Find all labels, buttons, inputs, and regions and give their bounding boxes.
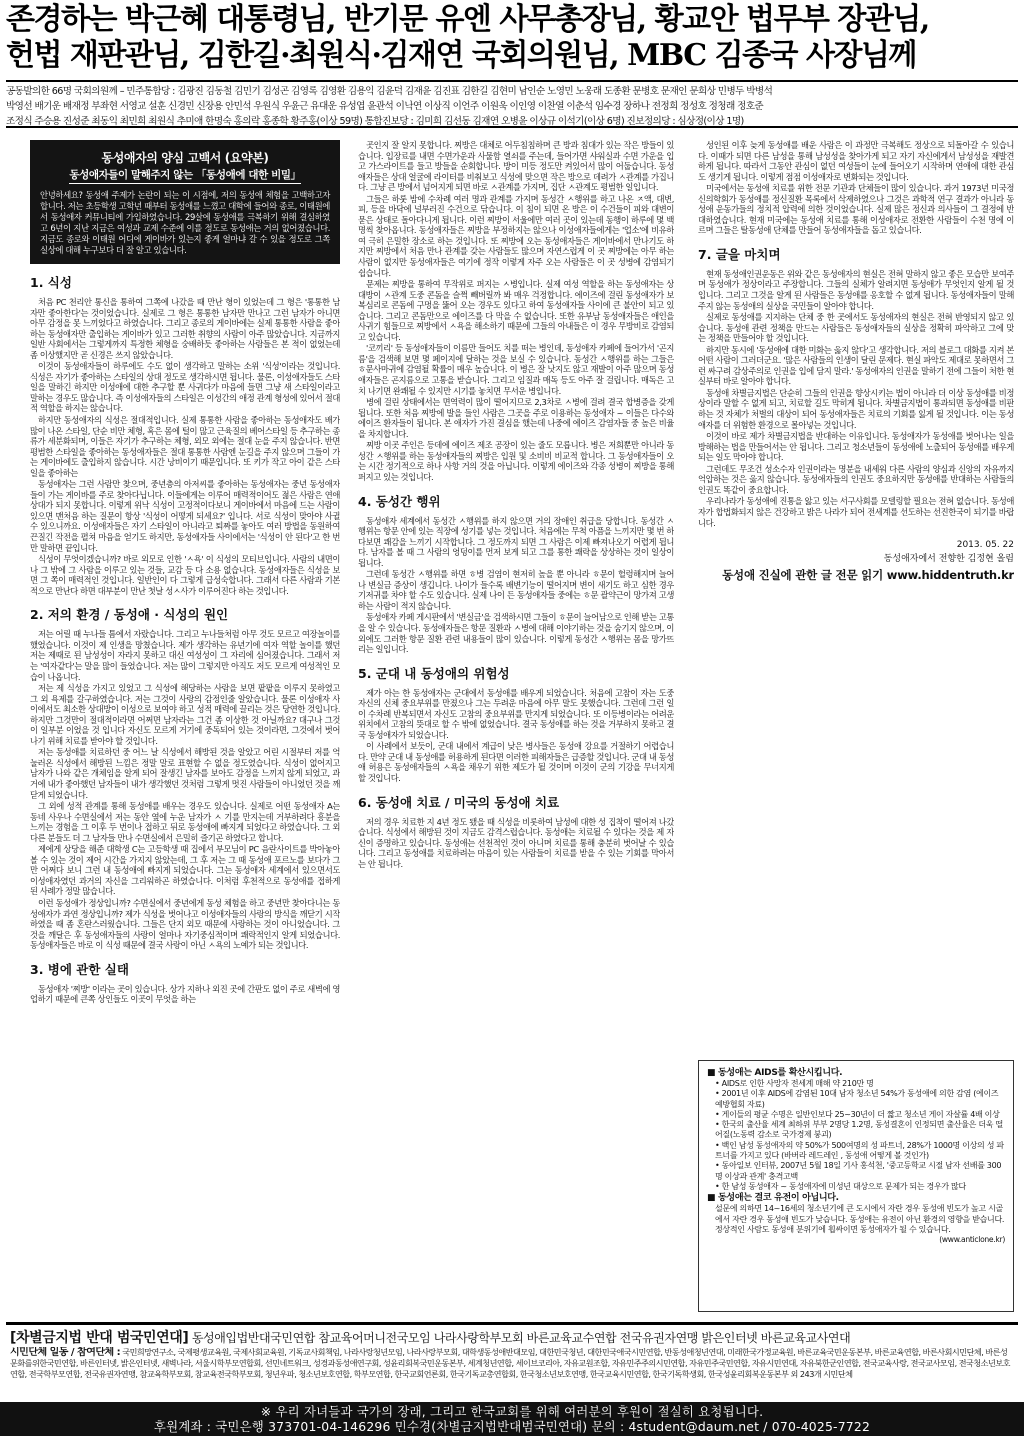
paragraph: 문제는 찌방을 통하여 무작위로 퍼지는 ㅅ병입니다. 실제 여성 역할을 하는 동성애자는 상대방이 ㅅ관계 도중 콘돔을 슬쩍 빼버릴까 봐 매우 걱정합니다. 에이즈에 걸린 동성애자가 보복심리로 콘돔에 구멍을 뚫어 오는 경우도 있다고 하여 동성애자들 사이에 큰 불안이 되고 있습니다. 그리고 콘돔만으로 에이즈를 다 막을 수 없습니다. 또한 유부남 동성애자들은 애인을 사귀기 힘들므로 찌방에서 ㅅ욕을 해소하기 때문에 그들의 아내들은 이 경우 무방비로 감염되고 있습니다. [358,279,674,342]
intro-box-title: 동성애자의 양심 고백서 (요약본) [101,151,269,165]
paragraph: 동성애자 세계에서 동성간 ㅅ행위를 하지 않으면 거의 장애인 취급을 당합니다. 동성간 ㅅ행위는 항문 안에 있는 직장에 성기를 넣는 것입니다. 처음에는 무척 아픔을 느끼지만 몇 번 하다보면 쾌감을 느끼기 시작합니다. 그 정도까지 되면 그 사람은 이제 빠져나오기 어렵게 됩니다. 남자를 볼 때 그 사람의 엉덩이를 먼저 보게 되고 그를 통한 쾌락을 상상하는 것이 일상이 됩니다. [358,515,674,568]
paragraph: 그런데 동성간 ㅅ행위를 하면 ㅎ병 검염이 현저히 높을 뿐 아니라 ㅎ문이 헐렁해지며 늘어나 변실금 증상이 생깁니다. 나이가 들수록 배변기능이 떨어지며 변이 새기도 하고 심한 경우 기저귀를 차야 할 수도 있습니다. 실제 나이 든 동성애자들 중에는 ㅎ문 괄약근이 망가져 고생하는 사람이 적지 않습니다. [358,569,674,611]
civic-groups [10,1347,1014,1405]
intro-box-subtitle [40,168,330,182]
paragraph: 동성애 차별금지법은 단순히 그들의 인권을 향상시키는 법이 아니라 더 이상 동성애를 비정상이라 말할 수 없게 되고, 치료할 길도 막히게 됩니다. 차별금지법이 통과되면 동성애를 비판하는 것 자체가 처벌의 대상이 되어 동성애자들은 치료의 기회를 잃게 될 것입니다. 이는 동성애자를 더 위험한 환경으로 몰아넣는 것입니다. [698,387,1014,430]
paragraph: 이런 동성애가 정상입니까? 수면실에서 중년에게 동성 체험을 하고 중년만 찾아다니는 동성애자가 과연 정상입니까? 제가 식성을 벗어나고 이성애자들의 사랑의 방식을 깨닫기 시작하였을 때 좀 혼란스러웠습니다. 그들은 단지 외모 때문에 사랑하는 것이 아니었습니다. 그것을 깨달은 후 동성애자들의 사랑이 얼마나 자기중심적이며 쾌락적인지 알게 되었습니다. 동성애자들은 바로 이 식성 때문에 결국 사랑이 아닌 ㅅ욕의 노예가 되는 것입니다. [30,897,340,951]
paragraph: 저는 동성애를 치료하던 중 어느 날 식성에서 해방된 것을 알았고 어린 시절부터 저를 억눌러온 식성에서 해방된 느낌은 정말 말로 표현할 수 없을 정도였습니다. 식성이 없어지고 남자가 나와 같은 개체임을 알게 되어 잘생긴 남자를 보아도 감정을 느끼지 않게 되었고, 과거에 내가 좋아했던 남자들이 내가 생각했던 것처럼 그렇게 멋진 사람들이 아니었던 것을 깨닫게 되었습니다. [30,747,340,800]
paragraph: 이것이 바로 제가 차별금지법을 반대하는 이유입니다. 동성애자가 동성애를 벗어나는 일을 방해하는 법을 만들어서는 안 됩니다. 그리고 청소년들이 동성애에 노출되어 동성애를 배우게 되는 일도 막아야 합니다. [698,431,1014,463]
paragraph: 처음 PC 천리안 통신을 통하여 그쪽에 나갔을 때 만난 형이 있었는데 그 형은 '통통한 남자만 좋아한다'는 것이었습니다. 실제로 그 형은 통통한 남자만 만나고 그런 남자가 아니면 아무 감정을 못 느끼었다고 하였습니다. 그리고 종로의 게이바에는 실제 통통한 사람을 좋아하는 동성애자만 출입하는 게이바가 있고 그러한 취향의 사람이 아주 많았습니다. 지금까지 일반 사회에서는 그렇게까지 특정한 체형을 숭배하듯 좋아하는 사람들은 본 적이 없었는데 좀 이상했지만 곧 신경은 쓰지 않았습니다. [30,297,340,360]
closing-author: 동성애자에서 전향한 김정현 올림 [883,554,1014,565]
paragraph: 동성애자 '찌방' 이라는 곳이 있습니다. 상가 지하나 외진 곳에 간판도 없이 주로 새벽에 영업하기 때문에 큰쪽 상인들도 이곳이 무엇을 하는 [30,983,340,1005]
footer-bar [0,1402,1024,1436]
signers-line-1: 공동발의한 66명 국회의원께 – 민주통합당 : 김광진 김동철 김민기 김성곤 김영록 김영환 김용익 김윤덕 김재윤 김진표 김한길 김현미 남인순 노영민 노웅래 도종환 문병호 문재인 문희상 민병두 박병석 [6,86,773,97]
civic-groups-label: 시민단체 일동 / 참여단체 : [10,1347,121,1358]
paragraph: 미국에서는 동성애 치료를 위한 전문 기관과 단체들이 많이 있습니다. 과거 1973년 미국정신의학회가 동성애를 정신질환 목록에서 삭제하였으나 그것은 과학적 연구 결과가 아니라 동성애 운동가들의 정치적 압력에 의한 것이었습니다. 실제 많은 정신과 의사들이 그 결정에 반대하였습니다. 현재 미국에는 동성애 치료를 통해 이성애자로 전환한 사람들이 수천 명에 이르며 그들은 탈동성애 단체를 만들어 동성애자들을 돕고 있습니다. [698,183,1014,236]
headline [6,2,1018,78]
paragraph: 식성이 무엇이겠습니까? 바로 외모로 인한 'ㅅ욕' 이 식성의 모티브입니다. 사람의 내면이나 그 밖에 그 사람을 이루고 있는 것들, 교감 등 다 소용 없습니다. 동성애자들은 식성을 보면 그 쪽이 매력적인 것입니다. 일반인이 다 그렇게 급성숙합니다. 그래서 다른 사람과 기본적으로 만난다 하면 대부분이 만난 첫날 성ㅅ사가 이루어진다 하는 것입니다. [30,554,340,596]
paragraph: 현재 동성애인권운동은 위와 같은 동성애자의 현실은 전혀 말하지 않고 좋은 모습만 보여주며 동성애가 정상이라고 주장합니다. 그들의 실체가 알려지면 동성애가 무엇인지 알게 될 것입니다. 그리고 그것을 알게 된 사람들은 동성애를 옹호할 수 없게 됩니다. 동성애자들이 말해주지 않는 동성애의 실상을 국민들이 알아야 합니다. [698,268,1014,311]
headline-line-1: 존경하는 박근혜 대통령님, 반기문 유엔 사무총장님, 황교안 법무부 장관님, [6,2,929,37]
aids-box-item: • AIDS로 인한 사망자 전세계 매해 약 210만 명 [715,1079,874,1088]
section-title-3: 3. 병에 관한 실태 [30,961,129,977]
paragraph: 실제로 동성애를 지지하는 단체 중 한 곳에서도 동성애자의 현실은 전혀 반영되지 않고 있습니다. 동성애 관련 정책을 만드는 사람들은 동성애자들의 실상을 정확히 파악하고 그에 맞는 정책을 만들어야 할 것입니다. [698,312,1014,344]
closing-site-link[interactable]: 동성애 진실에 관한 글 전문 읽기 www.hiddentruth.kr [722,568,1014,583]
paragraph: 병에 걸린 상태에서는 면역력이 많이 떨어지므로 2,3차로 ㅅ병에 걸려 결국 합병증을 갖게 됩니다. 또한 처음 찌방에 발을 들인 사람은 그곳을 주로 이용하는 동성애자 ~ 이들은 다수와 에이즈 환자들이 됩니다. 본 애자가 가진 결심을 했는데 나중에 에이즈 감염자들 중 높은 비율을 차지합니다. [358,397,674,439]
footer-appeal: ※ 우리 자녀들과 국가의 장래, 그리고 한국교회를 위해 여러분의 후원이 절실히 요청됩니다. [260,1404,764,1419]
paragraph: 저는 제 식성을 가지고 있었고 그 식성에 해당하는 사람을 보면 팥팥을 이루지 못하였고 그 외 욕제를 갈구하였습니다. 저는 그것이 사랑의 감정인줄 알았습니다. 물론 이성애자 사이에서도 최소한 상대방이 이성으로 보여야 하고 성적 매력에 끌리는 것은 당연한 것입니다. 하지만 그것만이 절대적이라면 어쩌면 남자라는 그건 좀 이상한 것 아닐까요? 대구나 그것이 일부분 이었을 것 입니다 자신도 모르게 거기에 중독되어 있는 것이라면, 그것에서 벗어나기 위해 치료를 받아야 할 것입니다. [30,683,340,746]
organizations-section [6,1322,1018,1402]
paragraph: 찌방 이곳 주인은 등데에 에이즈 제조 공장이 있는 줄도 모릅니다. 병은 저희뿐만 아니라 동성간 ㅅ행위를 하는 동성애자들의 찌방은 입원 및 소비비 비교적 합니다. 그 동성애자들이 오는 시간 정기적으로 하나 사항 거의 것을 아닙니다. 이렇게 에이즈와 각종 성병이 찌방을 통해 퍼지고 있는 것입니다. [358,440,674,482]
civic-groups-list: 국민희망연구소, 국제평생교육원, 국제사회교육원, 기독교사회책임, 나라사랑청년모임, 나라사랑부모회, 대학생동성애반대모임, 대한민국청년, 대한민국애국시민연합, 반동성애청년연대, 미래한국가정교육원, 바른교육국민운동본부, 바른교육연합, 바른사회시민단체, 바른성문화를위한국민연합, 바른인터넷, 밝은인터넷, 새벽나라, 서울시학부모연합회, 선민네트워크, 성경과동성애연구회, 성윤리회복국민운동본부, 세계청년연합, 세이브코리아, 자유교원조합, 자유민주주의시민연합, 자유민주국민연합, 자유시민연대, 자유북한군인연합, 전국교육사랑, 전국교사모임, 전국청소년보호연합, 전국학부모연합, 전국유권자연맹, 참교육학부모회, 참교육전국학부모회, 청년우파, 청소년보호연합, 학부모연합, 한국교회언론회, 한국기독교총연합회, 한국청소년보호연맹, 한국교육시민연합, 한국기독학생회, 한국성윤리회복운동본부 외 243개 시민단체 [10,1347,1010,1379]
paragraph: 제가 아는 한 동성애자는 군대에서 동성애를 배우게 되었습니다. 처음에 고참이 자는 도중 자신의 신체 중요부위를 만졌으나 그는 두려운 마음에 아무 말도 못했습니다. 그런데 그런 일이 수차례 반복되면서 자신도 고참의 중요부위를 만지게 되었습니다. 또 이등병이라는 어려운 위치에서 고참의 뜻대로 할 수 밖에 없었습니다. 결국 동성애를 하는 것을 거부하지 못하고 결국 동성애자가 되었습니다. [358,687,674,740]
paragraph: 동성애자는 그런 사람만 찾으며, 중년층의 아저씨를 좋아하는 동성애자는 중년 동성애자들이 가는 게이바를 주로 찾아다닙니다. 이들에게는 이루어 매력적이어도 젊은 사람은 연애 상대가 되지 못합니다. 이렇게 위낙 식성이 고정적이다보니 게이바에서 마음에 드는 사람이 있으면 맨처음 하는 질문이 항상 '식성이 어떻게 되세요?' 입니다. 서로 식성이 맞아야 사귈 수 있으니까요. 이성애자들은 자기 스타일이 아니라고 퇴짜를 놓아도 여러 방법을 동원하여 끈질긴 작전을 펼쳐 마음을 얻기도 하지만, 동성애자들 사이에서는 '식성이 안 된다'고 한 번만 말하면 끝입니다. [30,479,340,553]
paragraph: 동성애자 카페 게시판에서 '변실금'을 검색하시면 그들이 ㅎ문이 늘어남으로 인해 받는 고통을 알 수 있습니다. 동성애자들은 항문 질환과 ㅅ병에 대해 이야기하는 것을 숨기지 않으며, 이 외에도 그러한 항문 질환 관련 내용들이 많이 있습니다. 이렇게 동성간 ㅅ행위는 몸을 망가뜨리는 일입니다. [358,612,674,655]
column-2 [358,140,674,1316]
intro-box [30,140,340,264]
section-title-5: 5. 군대 내 동성애의 위험성 [358,665,510,681]
aids-box-heading-1: ■ 동성애는 AIDS를 확산시킵니다. [707,1068,843,1078]
paragraph: 저의 경우 치료한 지 4년 정도 됐을 때 식성을 비롯하여 남성에 대한 성 집착이 떨어져 나갔습니다. 식성에서 해방된 것이 지금도 감격스럽습니다. 동성애는 치료될 수 있다는 것을 제 자신이 증명하고 있습니다. 동성애는 선천적인 것이 아니며 치료를 통해 충분히 벗어날 수 있습니다. 그리고 동성애를 치료하려는 마음이 있는 사람들이 치료를 받을 수 있는 기회를 막아서는 안 됩니다. [358,816,674,869]
paragraph: 그런데도 무조건 성소수자 인권이라는 명분을 내세워 다른 사람의 양심과 신앙의 자유까지 억압하는 것은 옳지 않습니다. 동성애자들의 인권도 중요하지만 동성애를 반대하는 사람들의 인권도 똑같이 중요합니다. [698,463,1014,495]
section-title-6: 6. 동성애 치료 / 미국의 동성애 치료 [358,794,560,810]
paragraph: 하지만 동시에 '동성애에 대한 미화는 옳지 않다'고 생각합니다. 저의 블로그 대화를 지켜 본 어떤 사람이 그러더군요. '많은 사람들의 인생이 달린 문제다. 현실 파악도 제대로 못하면서 그런 싸구려 감상주의로 인권을 입에 담지 말라.' 동성애자의 인권을 말하기 전에 그들이 처한 현실부터 바로 알아야 합니다. [698,344,1014,387]
paragraph: 저는 어릴 때 누나들 틈에서 자랐습니다. 그리고 누나들처럼 아무 것도 모르고 여장놀이를 했었습니다. 이것이 제 인생을 망쳤습니다. 제가 생각하는 유년기에 여자 역할 놀이를 했던 저는 제때로 된 남성성이 자라지 못하고 대신 여성성이 그 자리에 심어졌습니다. 그래서 저는 '여자같다'는 말을 많이 들었습니다. 저는 많이 그렇지만 아직도 저도 모르게 여성적인 모습이 나옵니다. [30,629,340,682]
intro-box-subtitle-text: 동성애자들이 말해주지 않는 「동성애에 대한 비밀」 [69,169,300,184]
headline-line-2: 헌법 재판관님, 김한길·최원식·김재연 국회의원님, MBC 김종국 사장님께 [6,38,916,73]
aids-box-heading-2: ■ 동성애는 결코 유전이 아닙니다. [707,1193,839,1204]
paragraph: 하지만 동성애자의 식성은 절대적입니다. 실제 통통한 사람을 좋아하는 동성애자도 배가 많이 나온 스타일, 단순 비만 체형, 혹은 몸에 털이 많고 근육질의 베어스타일 등 추구하는 종류가 세분화되며, 이들은 자기가 추구하는 체형, 외모 외에는 절대 눈을 주지 않습니다. 반면 평범한 스타일을 좋아하는 동성애자들은 절대 통통한 사람엔 눈길을 주지 않으며 그들이 가는 게이바에도 출입하지 않습니다. 시간 낭비이기 때문입니다. 또 키가 작고 아이 같은 스타일을 좋아하는 [30,415,340,478]
section-title-4: 4. 동성간 행위 [358,493,441,509]
aids-box-item: • 백인 남성 동성애자의 약 50%가 500여명의 성 파트너, 28%가 1000명 이상의 성 파트너를 가지고 있다 (바버라 레드레인 , 동성애 어떻게 볼 것인가) [715,1140,1004,1161]
aids-box-item: • 동아일보 인터뷰, 2007년 5월 18일 기사 홍석천, '중고등학교 시절 남자 선배를 300명 이상과 관계' 충격고백 [715,1161,1002,1181]
aids-box-item: • 한국의 출산율 세계 최하위 부부 2명당 1.2명, 동성결혼이 인정되면 출산율은 더욱 떨어질(노동력 감소로 국가경제 붕괴) [715,1120,1003,1140]
signers-line-2: 박영선 배기운 배재정 부좌현 서영교 설훈 신경민 신장용 안민석 우원식 우윤근 유대운 유성엽 윤관석 이낙연 이상직 이언주 이원욱 이인영 이찬열 이춘석 임수경 장하나 전정희 정성호 정청래 정호준 [6,101,764,112]
column-1 [30,140,340,1316]
paragraph: 이것이 동성애자들이 하루에도 수도 없이 생각하고 말하는 소위 '식성'이라는 것입니다. 식성은 자기가 좋아하는 스타일의 상대 정도로 생각하시면 됩니다. 물론, 이성애자들도 스타일을 말하긴 하지만 이성애에 대한 추구할 뿐 사귀다가 마음에 들면 그냥 새 스타일이라고 말하는 경우도 많습니다. 즉 이성애자들의 스타일은 이성간의 애정 관계 형성에 있어서 절대적 역할을 하지는 않습니다. [30,361,340,414]
section-title-7: 7. 글을 마치며 [698,246,781,262]
aids-box-item: 설문에 의하면 14~16세의 청소년기에 큰 도시에서 자란 경우 동성애 빈도가 높고 시골에서 자란 경우 동성애 빈도가 낮습니다. 동성애는 유전이 아닌 환경의 영향을 받습니다. 정상적인 사람도 동성애 분위기에 휩싸이면 동성애자가 될 수 있습니다. [715,1204,1005,1234]
organization-line [10,1329,1014,1347]
signers-line-3: 조정식 주승용 진성준 최동익 최민희 최원식 추미애 한명숙 홍의락 홍종학 황주홍(이상 59명) 통합진보당 : 김미희 김선동 김재연 오병윤 이상규 이석기(이상 6명) 진보정의당 : 심상정(이상 1명) [6,116,744,127]
paragraph: 이 사례에서 보듯이, 군대 내에서 계급이 낮은 병사들은 동성애 강요를 거절하기 어렵습니다. 만약 군대 내 동성애를 허용하게 된다면 이러한 피해자들은 급증할 것입니다. 군대 내 동성애 허용은 동성애자들의 ㅅ욕을 채우기 위한 제도가 될 것이며 이것이 군의 기강을 무너지게 할 것입니다. [358,741,674,783]
section-title-2: 2. 저의 환경 / 동성애 · 식성의 원인 [30,607,229,623]
paragraph: 제에게 상당을 해준 대학생 C는 고등학생 때 집에서 부모님이 PC 음란사이트를 박아놓아 볼 수 있는 것이 제어 시간을 가지지 않았는데, 그 후 저는 그 때 동성애 포르노를 보다가 그만 어쩌다 보니 그런 내 동성애에 빠지게 되었습니다. 그는 동성애자 세계에서 있으면서도 이성애자였던 과거의 자신을 그리워하곤 하였습니다. 이처럼 후천적으로 동성애를 접하게 된 사례가 정말 많습니다. [30,844,340,897]
paragraph: '코끼리' 등 동성애자들이 이름만 들어도 치를 떠는 병인데, 동성애자 카페에 들어가서 '곤지름'을 검색해 보면 몇 페이지에 달하는 것을 보실 수 있습니다. 동성간 ㅅ행위를 하는 그들은 ㅎ문사마귀에 감염될 확률이 매우 높습니다. 이 병은 잘 낫지도 않고 재발이 아주 많으며 동성애자들은 곤지름으로 고통을 받습니다. 그리고 임질과 매독 등도 아주 잘 걸립니다. 매독은 고치 나기면 완쾌될 수 있지만 시기를 놓치면 무서운 병입니다. [358,343,674,396]
aids-box-item: • 한 남성 동성애자 ~ 동성애자에 미성년 대상으로 문제가 되는 경우가 많다 [715,1181,966,1191]
paragraph: 그 외에 성적 관계를 통해 동성애를 배우는 경우도 있습니다. 실제로 어떤 동성애자 A는 동네 사우나 수면실에서 저는 동안 옆에 누운 남자가 ㅅ 기를 만지는데 거부하려다 흥분을 느끼는 경험을 그 이후 두 번이나 접하고 뒤로 동성애에 빠지게 되었다고 하였습니다. 그 외 다른 분들도 더 그 남자들 만나 수면실에서 은밀히 즐기곤 하였다고 합니다. [30,801,340,843]
aids-info-box [698,1060,1014,1312]
organization-members: 동성애입법반대국민연합 참교육어머니전국모임 나라사랑학부모회 바른교육교수연합 전국유권자연맹 밝은인터넷 바른교육교사연대 [191,1331,851,1345]
intro-box-body: 안녕하세요? 동성애 주제가 논란이 되는 이 시점에, 저의 동성애 체험을 고백하고자 합니다. 저는 초등학생 고학년 때부터 동성애를 느꼈고 대학에 들어와 종로, 이태원에서 동성애자 커뮤니티에 가입하였습니다. 29살에 동성애를 극복하기 위해 결심하였고 6년이 지난 지금은 여성과 교제 수준에 이를 정도로 동성애는 거의 없어졌습니다. 지금도 종로와 이태원 어디에 게이바가 있는지 좋게 얼마냐 갈 수 있을 정도로 그쪽 실상에 대해 누구보다 더 잘 알고 있습니다. [40,190,330,255]
aids-box-item: • 2001년 이후 AIDS에 감염된 10대 남자 청소년 54%가 동성애에 의한 감염 (에이즈 예방협회 자료) [715,1089,999,1109]
footer-donation-info: 후원계좌 : 국민은행 373701-04-146296 민수경(차별금지법반대범국민연대) 문의 : 4student@daum.net / 070-4025-7722 [153,1419,871,1434]
paragraph: 성인된 이후 늦게 동성애를 배운 사람은 이 과정만 극복해도 정상으로 되돌아갈 수 있습니다. 이때가 되면 다른 남성을 통해 남성성을 찾아가게 되고 자기 자신에게서 남성성을 재발견하게 됩니다. 따라서 그동안 관심이 없던 여성들이 눈에 들어오기 시작하며 연애에 대한 관심도 생기게 됩니다. 이렇게 점점 이성애자로 변화되는 것입니다. [698,140,1014,182]
section-title-1: 1. 식성 [30,275,72,290]
paragraph: 우리나라가 동성애에 진통을 앓고 있는 서구사회를 모델링할 필요는 전혀 없습니다. 동성애자가 합법화되지 않은 건강하고 밝은 나라가 되어 전세계를 선도하는 선진한국이 되기를 바랍니다. [698,496,1014,528]
paragraph: 곳인지 잘 알지 못합니다. 찌방은 대체로 어두침침하며 큰 방과 침대가 있는 작은 방들이 있습니다. 입장료를 내면 수면가운과 사물함 열쇠를 주는데, 들어가면 샤워실과 수면 가운을 입고 가스라이트를 들고 방들을 순회합니다. 방이 미등 정도만 켜있어서 많이 어둡습니다. 동성애자들은 상대 얼굴에 라이터를 비춰보고 식성에 맞으면 작은 방으로 데려가 ㅅ관계를 가집니다. 그냥 큰 방에서 넘어지게 되면 바로 ㅅ관계를 가지며, 집단 ㅅ관계도 평범한 일입니다. [358,140,674,193]
aids-box-source: (www.anticlone.kr) [939,1235,1005,1245]
aids-box-item: • 게이들의 평균 수명은 일반인보다 25~30년이 더 짧고 청소년 게이 자살률 4배 이상 [715,1109,1000,1119]
closing-date: 2013. 05. 22 [956,540,1014,551]
organization-name: [차별금지법 반대 범국민연대] [10,1330,189,1346]
signers-list [6,80,1018,128]
paragraph: 그들은 하룻 밤에 수차례 여러 명과 관계를 가지며 동성간 ㅅ행위를 하고 나온 ㅈ액, 대변, 피, 등을 바닥에 널부러진 수건으로 닦습니다. 이 침이 되면 온 방은 이 수건들이 피와 대변이 묻은 상태로 돌아다니게 됩니다. 이런 찌방이 서울에만 여러 곳이 있는데 동행이 하루에 몇 백 명씩 찾아옵니다. 동성애자들은 찌방을 부정하지는 않으나 이성애자들에게는 '업소'에 비유하여 극히 은밀한 장소로 하는 것입니다. 또 찌방에 오는 동성애자들은 게이바에서 만나기도 하지만 찌방에서 처음 만나 관계를 갖는 사람들도 많으며 자연스럽게 이 곳 찌방에는 아무 하는 사람이 없지만 동성애자들은 여기에 정작 이렇게 자주 오는 사람들은 이 곳 성병에 감염되기 쉽습니다. [358,193,674,278]
